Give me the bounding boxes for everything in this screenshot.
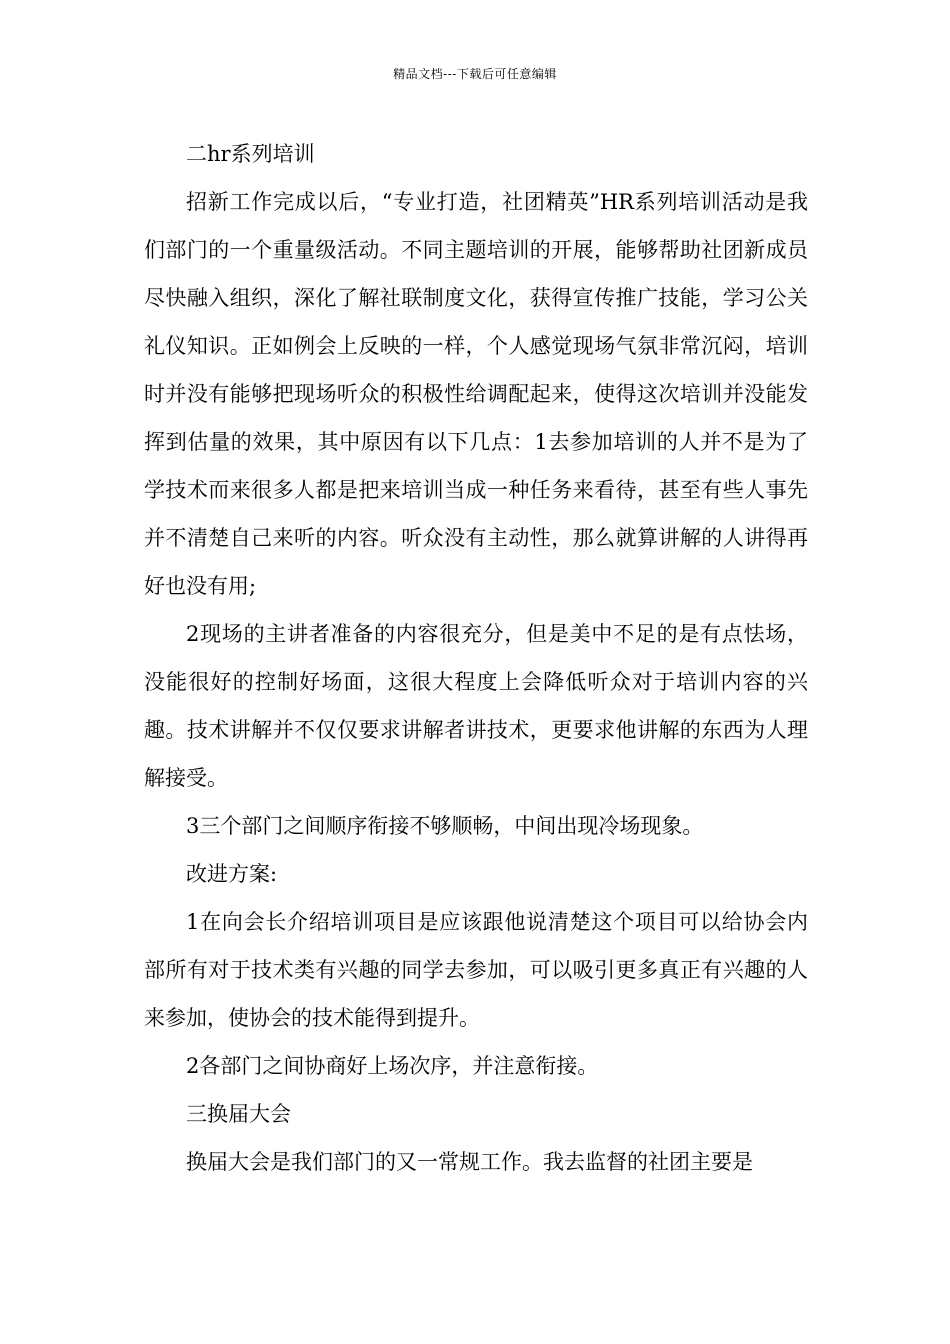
section-heading-election-meeting: 三换届大会 (186, 1102, 291, 1126)
paragraph-reason-3: 3三个部门之间顺序衔接不够顺畅，中间出现冷场现象。 (186, 814, 704, 838)
paragraph-plan-1: 1在向会长介绍培训项目是应该跟他说清楚这个项目可以给协会内部所有对于技术类有兴趣的同学去参加，可以吸引更多真正有兴趣的人来参加，使协会的技术能得到提升。 (144, 910, 808, 1030)
paragraph-election-intro: 换届大会是我们部门的又一常规工作。我去监督的社团主要是 (186, 1150, 753, 1174)
paragraph-training-intro: 招新工作完成以后，“专业打造，社团精英”HR系列培训活动是我们部门的一个重量级活动。不同主题培训的开展，能够帮助社团新成员尽快融入组织，深化了解社联制度文化，获得宣传推广技能，学习公关礼仪知识。正如例会上反映的一样，个人感觉现场气氛非常沉闷，培训时并没有能够把现场听众的积极性给调配起来，使得这次培训并没能发挥到估量的效果，其中原因有以下几点：1去参加培训的人并不是为了学技术而来很多人都是把来培训当成一种任务来看待，甚至有些人事先并不清楚自己来听的内容。听众没有主动性，那么就算讲解的人讲得再好也没有用; (144, 190, 808, 598)
paragraph-plan-2: 2各部门之间协商好上场次序，并注意衔接。 (186, 1054, 599, 1078)
section-heading-hr-training: 二hr系列培训 (186, 142, 315, 166)
document-body (144, 130, 808, 1186)
page-header: 精品文档---下载后可任意编辑 (393, 67, 557, 81)
paragraph-reason-2: 2现场的主讲者准备的内容很充分，但是美中不足的是有点怯场，没能很好的控制好场面，这很大程度上会降低听众对于培训内容的兴趣。技术讲解并不仅仅要求讲解者讲技术，更要求他讲解的东西为人理解接受。 (144, 622, 808, 790)
subheading-improvement-plan: 改进方案: (186, 862, 278, 886)
